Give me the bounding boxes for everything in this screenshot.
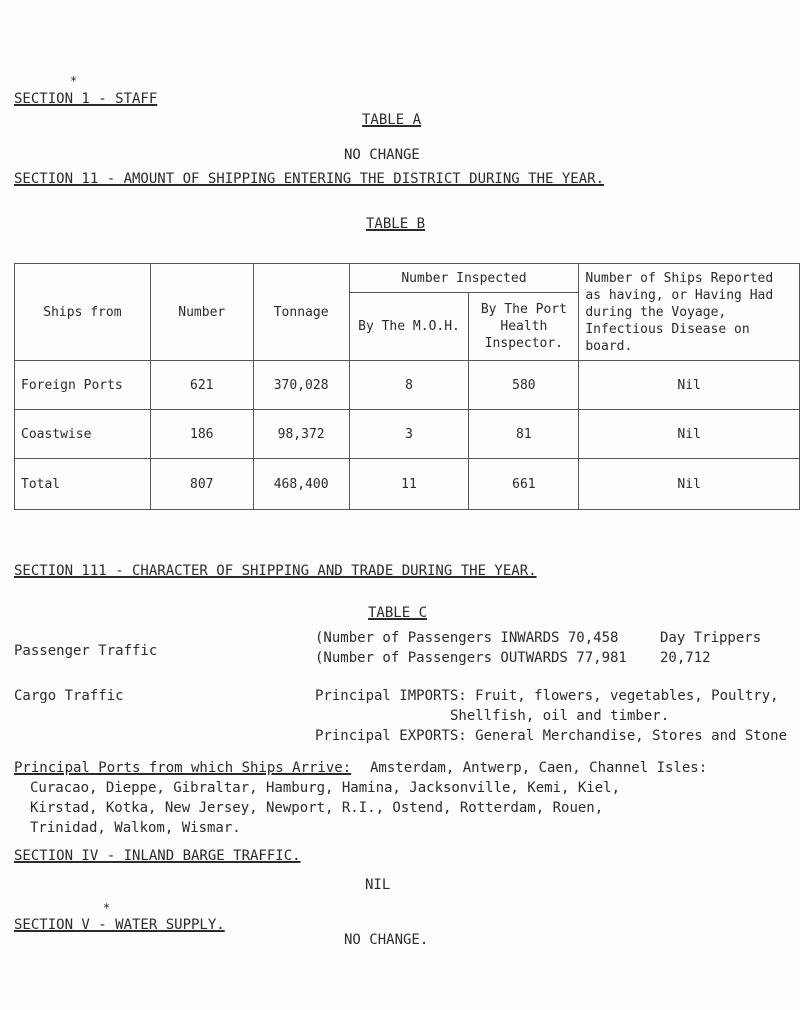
principal-ports-line4: Trinidad, Walkom, Wismar.: [30, 820, 241, 836]
principal-ports-label: Principal Ports from which Ships Arrive:: [14, 760, 352, 776]
header-reported: Number of Ships Reported as having, or Having Had during the Voyage, Infectious Disease on board.: [579, 264, 800, 361]
header-number-inspected: Number Inspected: [349, 264, 579, 293]
table-row: [15, 410, 800, 459]
passenger-traffic-label: Passenger Traffic: [14, 643, 158, 659]
row-reported: Nil: [579, 410, 800, 459]
principal-imports-cont: Shellfish, oil and timber.: [450, 708, 670, 724]
row-tonnage: 98,372: [253, 410, 349, 459]
row-phi: 661: [469, 459, 579, 510]
row-phi: 580: [469, 361, 579, 410]
section-4-text: NIL: [365, 877, 391, 893]
section-5-text: NO CHANGE.: [344, 932, 429, 948]
passengers-inwards: (Number of Passengers INWARDS 70,458: [315, 630, 619, 646]
passengers-outwards: (Number of Passengers OUTWARDS 77,981: [315, 650, 627, 666]
header-by-phi: By The Port Health Inspector.: [469, 293, 579, 361]
section-3-title: SECTION 111 - CHARACTER OF SHIPPING AND TRADE DURING THE YEAR.: [14, 563, 537, 579]
row-ships-from: Total: [15, 459, 151, 510]
header-number: Number: [150, 264, 253, 361]
top-asterisk: *: [70, 74, 78, 88]
section-5-asterisk: *: [103, 901, 111, 915]
table-header-row: [15, 264, 800, 293]
section-1-title: SECTION 1 - STAFF: [14, 91, 158, 107]
shipping-table: [14, 263, 800, 510]
section-2-title: SECTION 11 - AMOUNT OF SHIPPING ENTERING THE DISTRICT DURING THE YEAR.: [14, 171, 605, 187]
row-reported: Nil: [579, 459, 800, 510]
header-ships-from: Ships from: [15, 264, 151, 361]
row-number: 186: [150, 410, 253, 459]
principal-ports-line3: Kirstad, Kotka, New Jersey, Newport, R.I., Ostend, Rotterdam, Rouen,: [30, 800, 604, 816]
table-b-label: TABLE B: [366, 216, 426, 232]
principal-exports: Principal EXPORTS: General Merchandise, Stores and Stone: [315, 728, 788, 744]
section-1-text: NO CHANGE: [344, 147, 420, 163]
table-c-label: TABLE C: [368, 605, 428, 621]
row-ships-from: Foreign Ports: [15, 361, 151, 410]
row-ships-from: Coastwise: [15, 410, 151, 459]
principal-imports: Principal IMPORTS: Fruit, flowers, vegetables, Poultry,: [315, 688, 779, 704]
section-5-title: SECTION V - WATER SUPPLY.: [14, 917, 225, 933]
row-tonnage: 468,400: [253, 459, 349, 510]
row-number: 621: [150, 361, 253, 410]
table-a-label: TABLE A: [362, 112, 422, 128]
table-row: [15, 361, 800, 410]
principal-ports-line2: Curacao, Dieppe, Gibraltar, Hamburg, Hamina, Jacksonville, Kemi, Kiel,: [30, 780, 621, 796]
row-number: 807: [150, 459, 253, 510]
row-phi: 81: [469, 410, 579, 459]
day-trippers-value: 20,712: [660, 650, 711, 666]
row-reported: Nil: [579, 361, 800, 410]
row-moh: 8: [349, 361, 469, 410]
day-trippers-label: Day Trippers: [660, 630, 762, 646]
section-4-title: SECTION IV - INLAND BARGE TRAFFIC.: [14, 848, 301, 864]
row-moh: 3: [349, 410, 469, 459]
header-tonnage: Tonnage: [253, 264, 349, 361]
header-by-moh: By The M.O.H.: [349, 293, 469, 361]
row-tonnage: 370,028: [253, 361, 349, 410]
principal-ports-line1: Amsterdam, Antwerp, Caen, Channel Isles:: [370, 760, 708, 776]
table-row-total: [15, 459, 800, 510]
cargo-traffic-label: Cargo Traffic: [14, 688, 124, 704]
row-moh: 11: [349, 459, 469, 510]
